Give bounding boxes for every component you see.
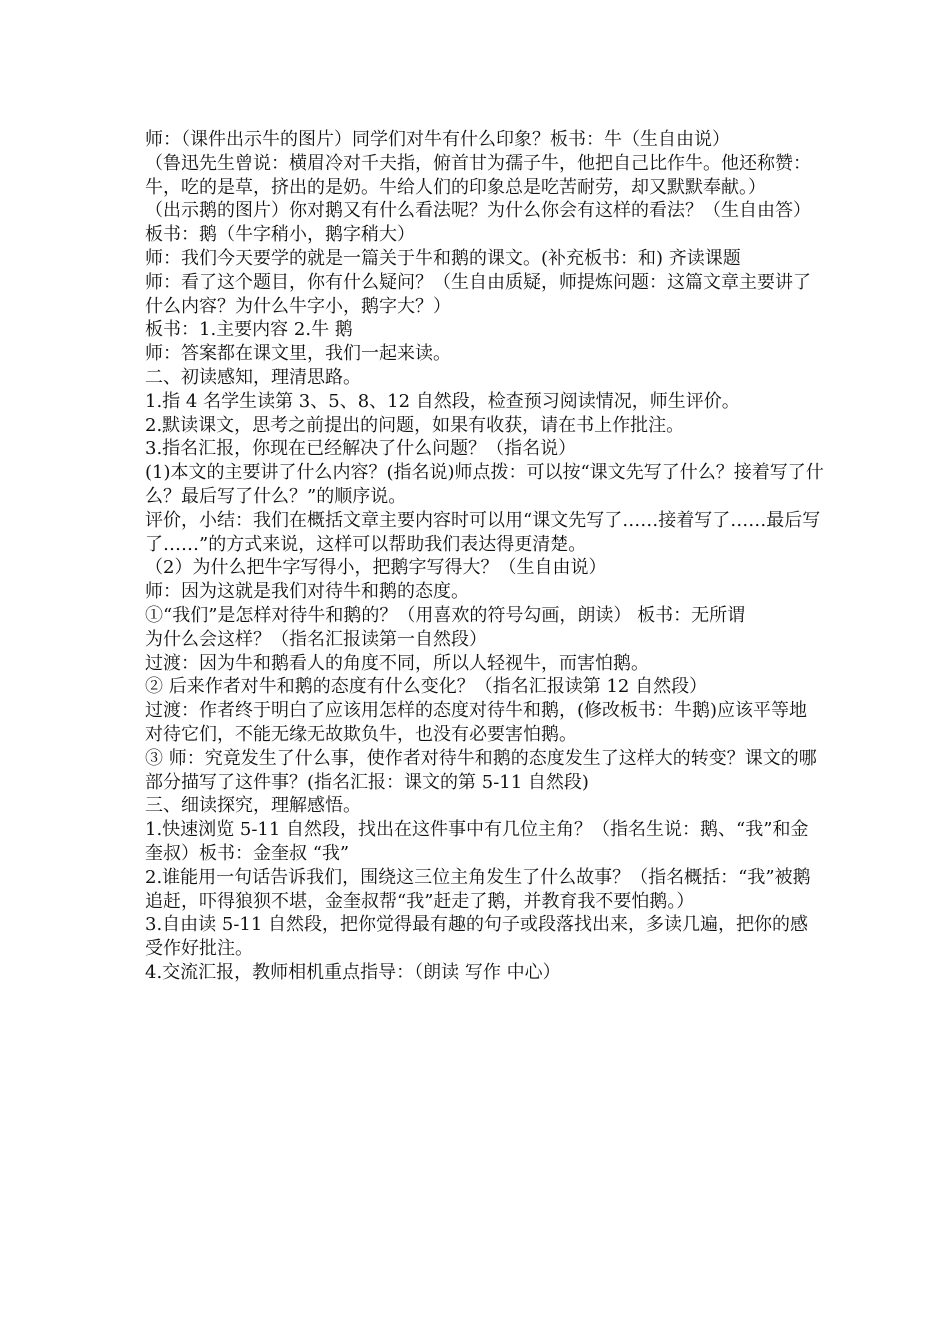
paragraph: 2.谁能用一句话告诉我们，围绕这三位主角发生了什么故事？（指名概括：“我”被鹅追赶，吓得狼狈不堪，金奎叔帮“我”赶走了鹅，并教育我不要怕鹅。） (145, 866, 811, 912)
paragraph: 1.快速浏览 5-11 自然段，找出在这件事中有几位主角？（指名生说：鹅、“我”和金奎叔）板书：金奎叔 “我” (145, 819, 809, 864)
document-body (145, 128, 825, 985)
paragraph: ①“我们”是怎样对待牛和鹅的？（用喜欢的符号勾画，朗读） 板书：无所谓 (145, 604, 746, 626)
paragraph: 板书：1.主要内容 2.牛 鹅 (145, 319, 353, 341)
paragraph: 师：看了这个题目，你有什么疑问？（生自由质疑，师提炼问题：这篇文章主要讲了什么内容？为什么牛字小，鹅字大？） (145, 271, 811, 317)
paragraph: ③ 师：究竟发生了什么事，使作者对待牛和鹅的态度发生了这样大的转变？课文的哪部分描写了这件事？(指名汇报：课文的第 5-11 自然段) (145, 747, 817, 793)
paragraph: 为什么会这样？（指名汇报读第一自然段） (145, 628, 487, 650)
paragraph: 3.自由读 5-11 自然段，把你觉得最有趣的句子或段落找出来，多读几遍，把你的感受作好批注。 (145, 914, 809, 960)
section-heading: 三、细读探究，理解感悟。 (145, 795, 361, 817)
paragraph: (1)本文的主要讲了什么内容？(指名说)师点拨：可以按“课文先写了什么？接着写了什么？最后写了什么？”的顺序说。 (145, 462, 824, 507)
paragraph: ② 后来作者对牛和鹅的态度有什么变化？（指名汇报读第 12 自然段） (145, 676, 708, 698)
paragraph: 师：（课件出示牛的图片）同学们对牛有什么印象？板书：牛（生自由说） (145, 129, 730, 150)
paragraph: （出示鹅的图片）你对鹅又有什么看法呢？为什么你会有这样的看法？（生自由答）板书：鹅（牛字稍小，鹅字稍大） (145, 200, 811, 246)
paragraph: 3.指名汇报，你现在已经解决了什么问题？（指名说） (145, 438, 577, 460)
paragraph: 师：因为这就是我们对待牛和鹅的态度。 (145, 581, 469, 603)
paragraph: 1.指 4 名学生读第 3、5、8、12 自然段，检查预习阅读情况，师生评价。 (145, 390, 740, 412)
paragraph: （鲁迅先生曾说：横眉冷对千夫指，俯首甘为孺子牛，他把自己比作牛。他还称赞：牛，吃的是草，挤出的是奶。牛给人们的印象总是吃苦耐劳，却又默默奉献。） (145, 152, 811, 198)
paragraph: 师：我们今天要学的就是一篇关于牛和鹅的课文。(补充板书：和) 齐读课题 (145, 247, 741, 269)
paragraph: 评价，小结：我们在概括文章主要内容时可以用“课文先写了……接着写了……最后写了……”的方式来说，这样可以帮助我们表达得更清楚。 (145, 509, 821, 555)
section-heading: 二、初读感知，理清思路。 (145, 366, 361, 388)
paragraph: 过渡：作者终于明白了应该用怎样的态度对待牛和鹅，(修改板书：牛鹅)应该平等地对待它们，不能无缘无故欺负牛，也没有必要害怕鹅。 (145, 700, 808, 745)
paragraph: （2）为什么把牛字写得小，把鹅字写得大？（生自由说） (145, 557, 607, 579)
paragraph: 2.默读课文，思考之前提出的问题，如果有收获，请在书上作批注。 (145, 414, 685, 436)
paragraph: 过渡：因为牛和鹅看人的角度不同，所以人轻视牛，而害怕鹅。 (145, 652, 649, 674)
paragraph: 4.交流汇报，教师相机重点指导：（朗读 写作 中心） (145, 961, 561, 983)
paragraph: 师：答案都在课文里，我们一起来读。 (145, 343, 451, 365)
